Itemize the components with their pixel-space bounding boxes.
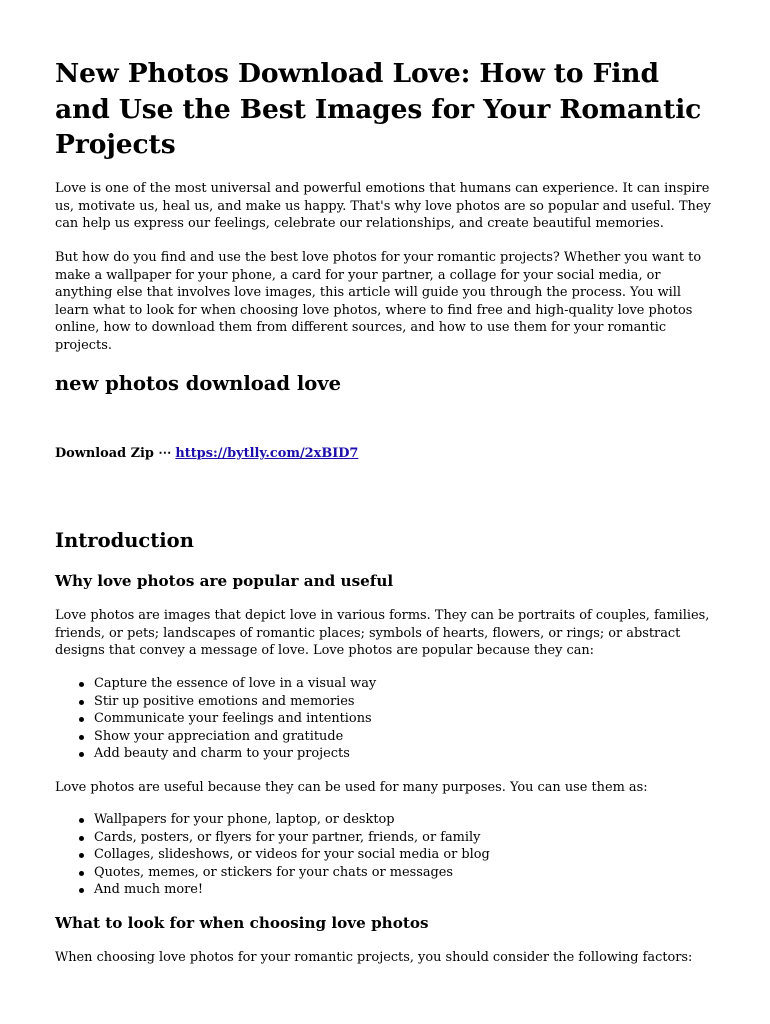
subsection-heading-why: Why love photos are popular and useful (55, 572, 394, 590)
reasons-list (55, 675, 754, 763)
uses-intro-paragraph: Love photos are useful because they can be used for many purposes. You can use them as: (55, 780, 648, 795)
intro-paragraph-1: Love is one of the most universal and powerful emotions that humans can experience. It can inspire us, motivate us, heal us, and make us happy. That's why love photos are so popular and useful. They can help us express our feelings, celebrate our relationships, and create beautiful memories. (55, 181, 711, 232)
download-line (55, 445, 715, 463)
intro-paragraph-2: But how do you find and use the best love photos for your romantic projects? Whether you want to make a wallpaper for your phone, a card for your partner, a collage for your social media, or anything else that involves love images, this article will guide you through the process. You will learn what to look for when choosing love photos, where to find free and high-quality love photos online, how to download them from different sources, and how to use them for your romantic projects. (55, 250, 702, 353)
section-heading-introduction: Introduction (55, 529, 194, 552)
keyword-heading: new photos download love (55, 372, 341, 395)
list-item: And much more! (94, 881, 754, 899)
list-item: Show your appreciation and gratitude (94, 728, 754, 746)
page-title: New Photos Download Love: How to Find and Use the Best Images for Your Romantic Projects (55, 58, 702, 160)
list-item: Collages, slideshows, or videos for your social media or blog (94, 846, 754, 864)
list-item: Quotes, memes, or stickers for your chats or messages (94, 864, 754, 882)
what-paragraph: When choosing love photos for your romantic projects, you should consider the following factors: (55, 950, 693, 965)
list-item: Capture the essence of love in a visual way (94, 675, 754, 693)
list-item: Add beauty and charm to your projects (94, 745, 754, 763)
uses-list (55, 811, 754, 899)
subsection-heading-what: What to look for when choosing love photos (55, 914, 429, 932)
list-item: Stir up positive emotions and memories (94, 693, 754, 711)
why-paragraph: Love photos are images that depict love in various forms. They can be portraits of couples, families, friends, or pets; landscapes of romantic places; symbols of hearts, flowers, or rings; or abstract designs that convey a message of love. Love photos are popular because they can: (55, 608, 710, 659)
list-item: Cards, posters, or flyers for your partner, friends, or family (94, 829, 754, 847)
download-label: Download Zip ⋯ (55, 446, 172, 461)
list-item: Communicate your feelings and intentions (94, 710, 754, 728)
list-item: Wallpapers for your phone, laptop, or desktop (94, 811, 754, 829)
download-link[interactable]: https://bytlly.com/2xBID7 (175, 446, 359, 461)
